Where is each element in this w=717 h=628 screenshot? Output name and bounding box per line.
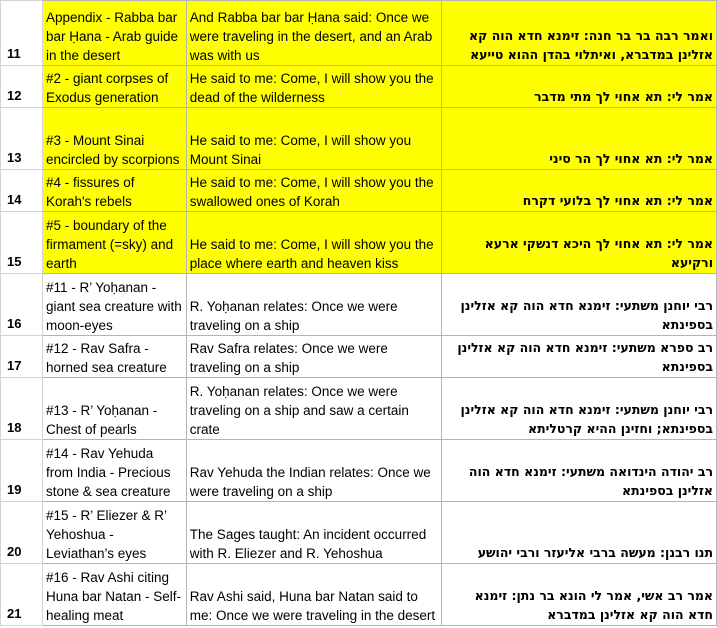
hebrew-text-cell[interactable]: רב יהודה הינדואה משתעי: זימנא חדא הוה אזלינן בספינתא	[442, 440, 717, 502]
row-number-cell[interactable]: 16	[1, 274, 43, 336]
row-number-cell[interactable]: 18	[1, 378, 43, 440]
english-text-cell[interactable]: Rav Yehuda the Indian relates: Once we were traveling on a ship	[186, 440, 442, 502]
english-text-cell[interactable]: The Sages taught: An incident occurred with R. Eliezer and R. Yehoshua	[186, 502, 442, 564]
table-row	[1, 336, 717, 378]
story-title-cell[interactable]: #3 - Mount Sinai encircled by scorpions	[42, 108, 186, 170]
story-title-cell[interactable]: #2 - giant corpses of Exodus generation	[42, 66, 186, 108]
story-title-cell[interactable]: #12 - Rav Safra - horned sea creature	[42, 336, 186, 378]
hebrew-text-cell[interactable]: אמר לי: תא אחוי לך בלועי דקרח	[442, 170, 717, 212]
hebrew-text-cell[interactable]: אמר לי: תא אחוי לך הר סיני	[442, 108, 717, 170]
hebrew-text-cell[interactable]: רב ספרא משתעי: זימנא חדא הוה קא אזלינן בספינתא	[442, 336, 717, 378]
story-title-cell[interactable]: #16 - Rav Ashi citing Huna bar Natan - Self-healing meat	[42, 564, 186, 626]
hebrew-text-cell[interactable]: אמר רב אשי, אמר לי הונא בר נתן: זימנא חדא הוה קא אזלינן במדברא	[442, 564, 717, 626]
table-row	[1, 170, 717, 212]
english-text-cell[interactable]: Rav Ashi said, Huna bar Natan said to me: Once we were traveling in the desert	[186, 564, 442, 626]
hebrew-text-cell[interactable]: רבי יוחנן משתעי: זימנא חדא הוה קא אזלינן בספינתא	[442, 274, 717, 336]
story-title-cell[interactable]: #5 - boundary of the firmament (=sky) and earth	[42, 212, 186, 274]
table-row	[1, 502, 717, 564]
table-row	[1, 1, 717, 66]
hebrew-text-cell[interactable]: אמר לי: תא אחוי לך מתי מדבר	[442, 66, 717, 108]
english-text-cell[interactable]: R. Yoḥanan relates: Once we were traveling on a ship	[186, 274, 442, 336]
row-number-cell[interactable]: 19	[1, 440, 43, 502]
table-row	[1, 212, 717, 274]
story-title-cell[interactable]: #11 - R’ Yoḥanan - giant sea creature with moon-eyes	[42, 274, 186, 336]
story-title-cell[interactable]: #4 - fissures of Korah's rebels	[42, 170, 186, 212]
hebrew-text-cell[interactable]: רבי יוחנן משתעי: זימנא חדא הוה קא אזלינן בספינתא; וחזינן ההיא קרטליתא	[442, 378, 717, 440]
row-number-cell[interactable]: 15	[1, 212, 43, 274]
story-title-cell[interactable]: #13 - R’ Yoḥanan - Chest of pearls	[42, 378, 186, 440]
row-number-cell[interactable]: 21	[1, 564, 43, 626]
story-title-cell[interactable]: #14 - Rav Yehuda from India - Precious stone & sea creature	[42, 440, 186, 502]
row-number-cell[interactable]: 17	[1, 336, 43, 378]
row-number-cell[interactable]: 12	[1, 66, 43, 108]
english-text-cell[interactable]: He said to me: Come, I will show you the dead of the wilderness	[186, 66, 442, 108]
row-number-cell[interactable]: 13	[1, 108, 43, 170]
row-number-cell[interactable]: 11	[1, 1, 43, 66]
table-row	[1, 440, 717, 502]
english-text-cell[interactable]: He said to me: Come, I will show you the place where earth and heaven kiss	[186, 212, 442, 274]
english-text-cell[interactable]: R. Yoḥanan relates: Once we were traveling on a ship and saw a certain crate	[186, 378, 442, 440]
english-text-cell[interactable]: He said to me: Come, I will show you Mount Sinai	[186, 108, 442, 170]
hebrew-text-cell[interactable]: ואמר רבה בר בר חנה: זימנא חדא הוה קא אזלינן במדברא, ואיתלוי בהדן ההוא טייעא	[442, 1, 717, 66]
table-row	[1, 378, 717, 440]
row-number-cell[interactable]: 20	[1, 502, 43, 564]
hebrew-text-cell[interactable]: תנו רבנן: מעשה ברבי אליעזר ורבי יהושע	[442, 502, 717, 564]
english-text-cell[interactable]: Rav Safra relates: Once we were traveling on a ship	[186, 336, 442, 378]
english-text-cell[interactable]: He said to me: Come, I will show you the swallowed ones of Korah	[186, 170, 442, 212]
row-number-cell[interactable]: 14	[1, 170, 43, 212]
table-row	[1, 564, 717, 626]
hebrew-text-cell[interactable]: אמר לי: תא אחוי לך היכא דנשקי ארעא ורקיעא	[442, 212, 717, 274]
table-row	[1, 108, 717, 170]
story-title-cell[interactable]: Appendix - Rabba bar bar Ḥana - Arab guide in the desert	[42, 1, 186, 66]
table-row	[1, 66, 717, 108]
sheet-body	[1, 1, 717, 626]
english-text-cell[interactable]: And Rabba bar bar Ḥana said: Once we were traveling in the desert, and an Arab was with us	[186, 1, 442, 66]
story-title-cell[interactable]: #15 - R’ Eliezer & R’ Yehoshua - Leviathan’s eyes	[42, 502, 186, 564]
table-row	[1, 274, 717, 336]
